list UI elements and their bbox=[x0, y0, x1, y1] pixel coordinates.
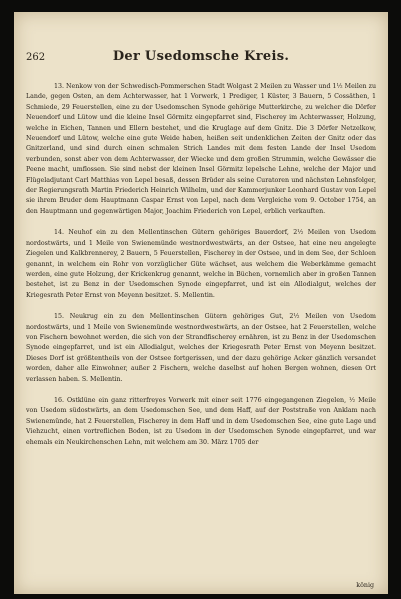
running-title: Der Usedomsche Kreis. bbox=[112, 49, 290, 64]
catchword: könig bbox=[356, 582, 374, 589]
page-body bbox=[26, 82, 376, 448]
paragraph-15: 15. Neukrug ein zu den Mellentinschen Gütern gehöriges Gut, 2½ Meilen von Usedom nordostwärts, und 1 Meile von Swienemünde westnordwestwärts, an der Ostsee, hat 2 Feuerstellen, welche von Fischern bewohnet werden, die sich von der Strandfischerey ernähren, ist zu Benz in der Usedomschen Synode eingepfarret, und ist ein Allodialgut, welches der Kriegesrath Peter Ernst von Meyenn besitzet. Dieses Dorf ist größtentheils von der Ostsee fortgerissen, und der dazu gehörige Acker gänzlich versandet worden, daher alle Einwohner, außer 2 Fischern, welche daselbst auf hohen Bergen wohnen, diesen Ort verlassen haben. S. Mellentin. bbox=[26, 313, 376, 383]
paragraph-16: 16. Ostklüne ein ganz ritterfreyes Vorwerk mit einer seit 1776 eingegangenen Ziegelen, ½ Meile von Usedom südostwärts, an dem Usedomschen See, und dem Haff, auf der Poststraße von Anklam nach Swienemünde, hat 2 Feuerstellen, Fischerey in dem Haff und in dem Usedomschen See, eine gute Lage und Viehzucht, einen vortreflichen Boden, ist zu Usedom in der Usedomschen Synode eingepfarret, und war ehemals ein Neukirchenschen Lehn, mit welchem am 30. März 1705 der bbox=[26, 396, 376, 446]
paragraph-14: 14. Neuhof ein zu den Mellentinschen Gütern gehöriges Bauerdorf, 2½ Meilen von Usedom nordostwärts, und 1 Meile von Swienemünde westnordwestwärts, an der Ostsee, hat eine neu angelegte Ziegelen und Kalkbrennerey, 2 Bauern, 5 Feuerstellen, Fischerey in der Ostsee, und in dem See, der Schloen genannt, in welchem ein Rohr von vorzüglicher Güte wächset, aus welchem die Weberkämme gemacht werden, eine gute Holzung, der Krickenkrug genannt, welche in Büchen, vornemlich aber in großen Tannen bestehet, ist zu Benz in der Usedomschen Synode eingepfarret, und ist ein Allodialgut, welches der Kriegesrath Peter Ernst von Meyenn besitzet. S. Mellentin. bbox=[26, 229, 376, 299]
book-page bbox=[14, 12, 388, 594]
paragraph-13: 13. Nenkow von der Schwedisch-Pommerschen Stadt Wolgast 2 Meilen zu Wasser und 1½ Meilen zu Lande, gegen Osten, an dem Achterwasser, hat 1 Vorwerk, 1 Prediger, 1 Küster, 3 Bauern, 5 Cossäthen, 1 Schmiede, 29 Feuerstellen, eine zu der Usedomschen Synode gehörige Mutterkirche, zu welcher die Dörfer Neuendorf und Lütow und die kleine Insel Görmitz eingepfarret sind, Fischerey im Achterwasser, Holzung, welche in Eichen, Tannen und Ellern bestehet, und die Kruglage auf dem Gnitz. Die 3 Dörfer Netzelkow, Neuendorf und Lütow, welche eine gute Weide haben, heißen seit undenklichen Zeiten der Gnitz oder das Gnitzerland, und sind durch einen schmalen Strich Landes mit dem festen Lande der Insel Usedom verbunden, sonst aber von dem Achterwasser, der Wiecke und dem großen Strummin, welche Gewässer die Peene macht, umflossen. Sie sind nebst der kleinen Insel Görmitz lepelsche Lehne, welche der Major und Flügeladjutant Carl Matthias von Lepel besaß, dessen Brüder als seine Curatoren und nächsten Lehnsfolger, der Regierungsrath Martin Friederich Heinrich Wilhelm, und der Kammerjunker Leonhard Gustav von Lepel sie ihrem Bruder dem Hauptmann Caspar Ernst von Lepel, nach dem Vergleiche vom 9. October 1754, an den Hauptmann und gegenwärtigen Major, Joachim Friederich von Lepel, erblich verkauften. bbox=[26, 83, 376, 215]
page-number: 262 bbox=[26, 52, 46, 63]
page-header bbox=[14, 49, 388, 68]
